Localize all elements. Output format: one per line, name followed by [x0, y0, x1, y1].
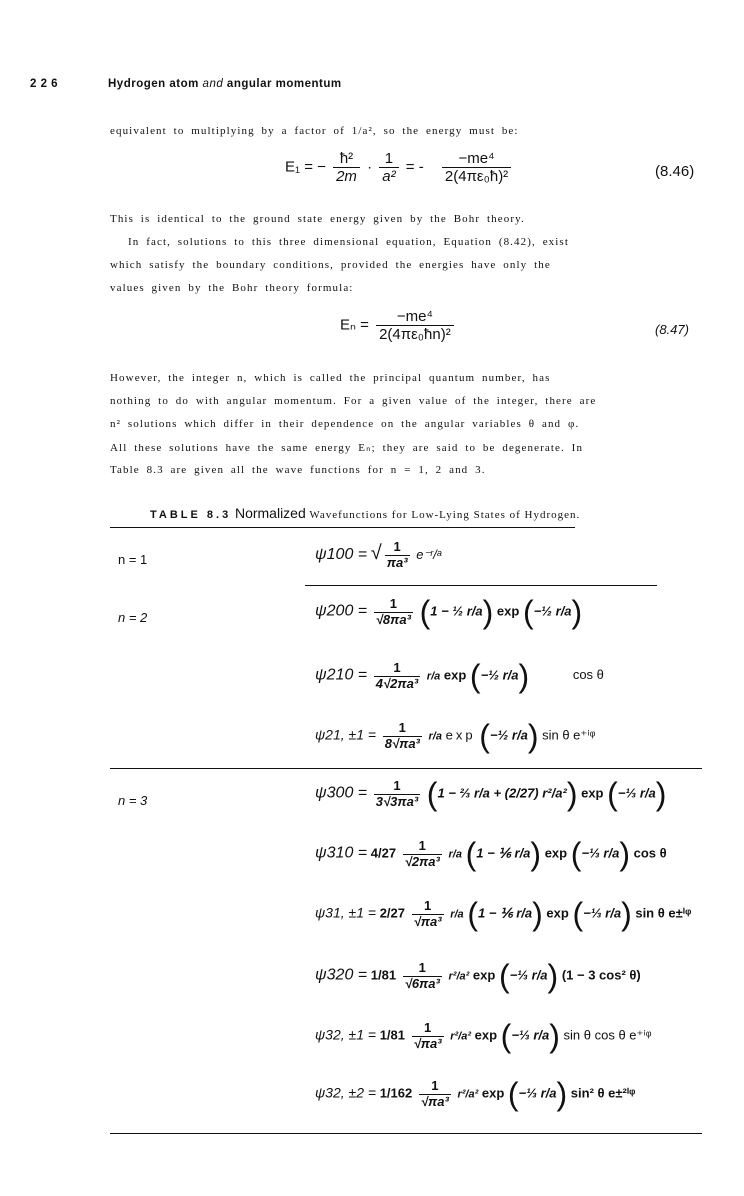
wavefunction-psi200: ψ200 = $\frac{1}{\text{√8πa³}}$ (1 − ½ r/a) exp (−½ r/a) — [315, 594, 583, 630]
table-rule — [110, 768, 702, 769]
wavefunction-psi31-1: ψ31, ±1 = 2/27 $\frac{1}{\text{√πa³}}$ r/a (1 − ⅙ r/a) exp (−⅓ r/a) sin θ e±ⁱᵠ — [315, 896, 692, 932]
text-line: In fact, solutions to this three dimensional equation, Equation (8.42), exist — [128, 236, 569, 248]
text-line: However, the integer n, which is called the principal quantum number, has — [110, 372, 551, 384]
table-rule — [305, 585, 657, 586]
text-line: This is identical to the ground state energy given by the Bohr theory. — [110, 213, 525, 225]
equation-8-46: E₁ = − $\frac{\text{ħ²}}{2m}$ · $\frac{1}{\text{a²}}$ = - $\frac{\text{−me⁴}}{\text{2(4πε₀ħ)²}}$ — [285, 150, 514, 186]
equation-number: (8.47) — [655, 322, 689, 337]
row-label-n3: n = 3 — [118, 793, 148, 808]
row-label-n1: n = 1 — [118, 552, 148, 567]
equation-number: (8.46) — [655, 163, 695, 180]
wavefunction-psi210: ψ210 = $\frac{1}{\text{4√2πa³}}$ r/a exp (−½ r/a) cos θ — [315, 658, 604, 694]
fraction: $\frac{1}{\text{a²}}$ — [379, 150, 398, 186]
text-line: nothing to do with angular momentum. For a given value of the integer, there are — [110, 395, 597, 407]
table-caption: TABLE 8.3 Normalized Wavefunctions for Low-Lying States of Hydrogen. — [150, 505, 581, 521]
table-top-rule — [110, 527, 575, 528]
wavefunction-psi310: ψ310 = 4/27 $\frac{1}{\text{√2πa³}}$ r/a (1 − ⅙ r/a) exp (−⅓ r/a) cos θ — [315, 836, 667, 872]
wavefunction-psi300: ψ300 = $\frac{1}{\text{3√3πa³}}$ (1 − ⅔ r/a + (2/27) r²/a²) exp (−⅓ r/a) — [315, 776, 667, 812]
row-label-n2: n = 2 — [118, 610, 148, 625]
page-number: 2 2 6 — [30, 78, 59, 90]
fraction: $\frac{\text{−me⁴}}{\text{2(4πε₀ħn)²}}$ — [376, 308, 454, 344]
text-line: equivalent to multiplying by a factor of 1/a², so the energy must be: — [110, 125, 519, 137]
wavefunction-psi100: ψ100 = √ $\frac{1}{\text{πa³}}$ e⁻ʳ/ᵃ — [315, 539, 442, 570]
text-line: n² solutions which differ in their dependence on the angular variables θ and φ. — [110, 418, 580, 430]
wavefunction-psi32-2: ψ32, ±2 = 1/162 $\frac{1}{\text{√πa³}}$ r²/a² exp (−⅓ r/a) sin² θ e±²ⁱᵠ — [315, 1076, 636, 1112]
text-line: which satisfy the boundary conditions, provided the energies have only the — [110, 259, 551, 271]
table-bottom-rule — [110, 1133, 702, 1134]
wavefunction-psi320: ψ320 = 1/81 $\frac{1}{\text{√6πa³}}$ r²/a² exp (−⅓ r/a) (1 − 3 cos² θ) — [315, 958, 641, 994]
equation-8-47: Eₙ = $\frac{\text{−me⁴}}{\text{2(4πε₀ħn)²}}$ — [340, 308, 457, 344]
fraction: $\frac{\text{ħ²}}{2m}$ — [333, 150, 360, 186]
text-line: values given by the Bohr theory formula: — [110, 282, 354, 294]
fraction: $\frac{\text{−me⁴}}{\text{2(4πε₀ħ)²}}$ — [442, 150, 511, 186]
wavefunction-psi21-1: ψ21, ±1 = $\frac{1}{\text{8√πa³}}$ r/a exp (−½ r/a) sin θ e⁺ⁱᵠ — [315, 718, 596, 754]
text-line: Table 8.3 are given all the wave functions for n = 1, 2 and 3. — [110, 464, 486, 476]
text-line: All these solutions have the same energy Eₙ; they are said to be degenerate. In — [110, 442, 584, 454]
running-title: Hydrogen atom and angular momentum — [108, 78, 342, 90]
wavefunction-psi32-1: ψ32, ±1 = 1/81 $\frac{1}{\text{√πa³}}$ r²/a² exp (−⅓ r/a) sin θ cos θ e⁺ⁱᵠ — [315, 1018, 652, 1054]
page-header — [30, 78, 342, 90]
